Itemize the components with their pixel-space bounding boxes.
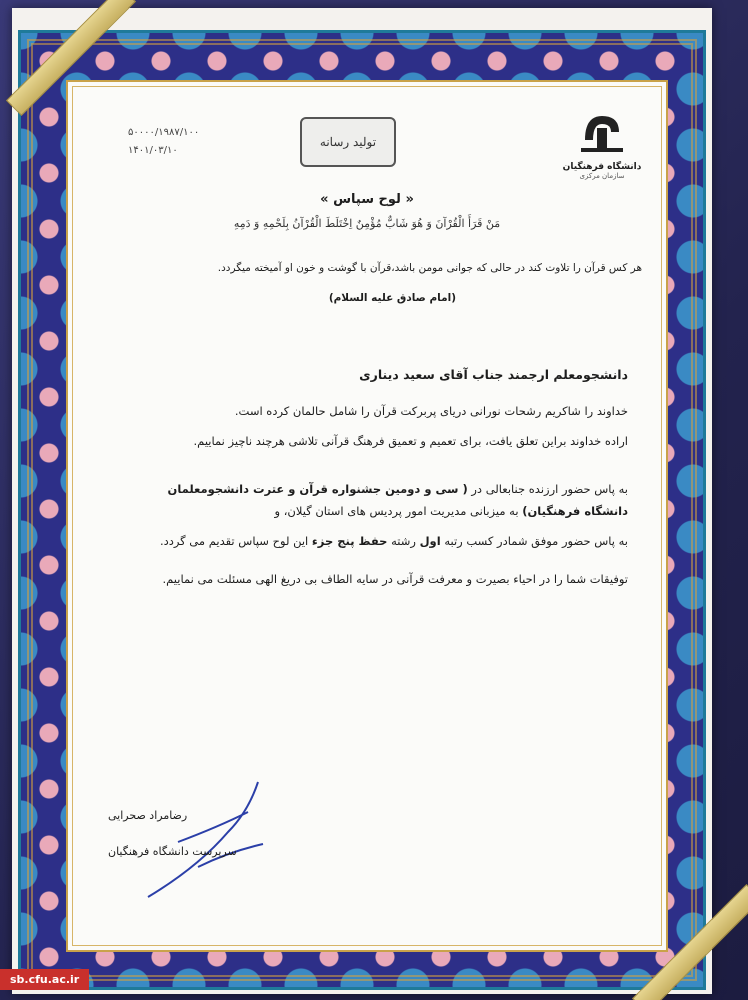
- festival-host: به میزبانی مدیریت امور پردیس های استان گیلان، و: [274, 504, 519, 518]
- university-logo-icon: [577, 110, 627, 156]
- paragraph-intention: اراده خداوند براین تعلق یافت، برای تعمیم و تعمیق فرهنگ قرآنی تلاشی هرچند ناچیز نماییم.: [193, 434, 628, 448]
- paragraph-festival: [128, 478, 628, 522]
- paragraph-wishes: توفیقات شما را در احیاء بصیرت و معرفت قرآنی در سایه الطاف بی دریغ الهی مسئلت می نماییم.: [162, 572, 628, 586]
- signature-block: [108, 798, 308, 870]
- media-stamp: [300, 117, 396, 167]
- university-logo: [562, 110, 642, 190]
- hadith-translation: هر کس قرآن را تلاوت کند در حالی که جوانی مومن باشد،قرآن با گوشت و خون او آمیخته میگردد.: [217, 262, 642, 274]
- hadith-attribution: (امام صادق علیه السلام): [328, 292, 456, 304]
- paragraph-award: [128, 530, 628, 552]
- award-rank: اول: [419, 534, 441, 548]
- addressee: دانشجومعلم ارجمند جناب آقای سعید دیناری: [359, 367, 628, 382]
- logo-name: دانشگاه فرهنگیان: [562, 162, 642, 172]
- festival-name: ( سی و دومین جشنواره قرآن و عترت دانشجومعلمان دانشگاه فرهنگیان): [167, 482, 628, 518]
- festival-intro: به پاس حضور ارزنده جنابعالی در: [471, 482, 628, 496]
- certificate-paper: [66, 80, 668, 952]
- certificate-body: [128, 364, 628, 598]
- award-field: حفظ پنج جزء: [311, 534, 388, 548]
- reference-number: ۵۰۰۰۰/۱۹۸۷/۱۰۰: [128, 127, 200, 138]
- paragraph-gratitude: خداوند را شاکریم رشحات نورانی دریای پربرکت قرآن را شامل حالمان کرده است.: [234, 404, 628, 418]
- issue-date: ۱۴۰۱/۰۳/۱۰: [128, 145, 178, 156]
- reference-block: [128, 124, 199, 160]
- award-field-label: رشته: [391, 534, 416, 548]
- site-watermark: sb.cfu.ac.ir: [0, 969, 89, 990]
- logo-subtitle: سازمان مرکزی: [579, 172, 625, 180]
- award-closing: این لوح سپاس تقدیم می گردد.: [159, 534, 309, 548]
- award-intro: به پاس حضور موفق شمادر کسب رتبه: [444, 534, 628, 548]
- certificate-title: « لوح سپاس »: [320, 192, 414, 207]
- hadith-arabic: مَنْ قَرَأَ الْقُرْآنَ وَ هُوَ شَابٌّ مُؤْمِنٌ اِخْتَلَطَ الْقُرْآنُ بِلَحْمِهِ وَ دَمِهِ: [233, 217, 501, 230]
- stamp-text: تولید رسانه: [319, 135, 377, 149]
- signatory-position: سرپرست دانشگاه فرهنگیان: [108, 845, 237, 858]
- signatory-name: رضامراد صحرایی: [108, 809, 188, 822]
